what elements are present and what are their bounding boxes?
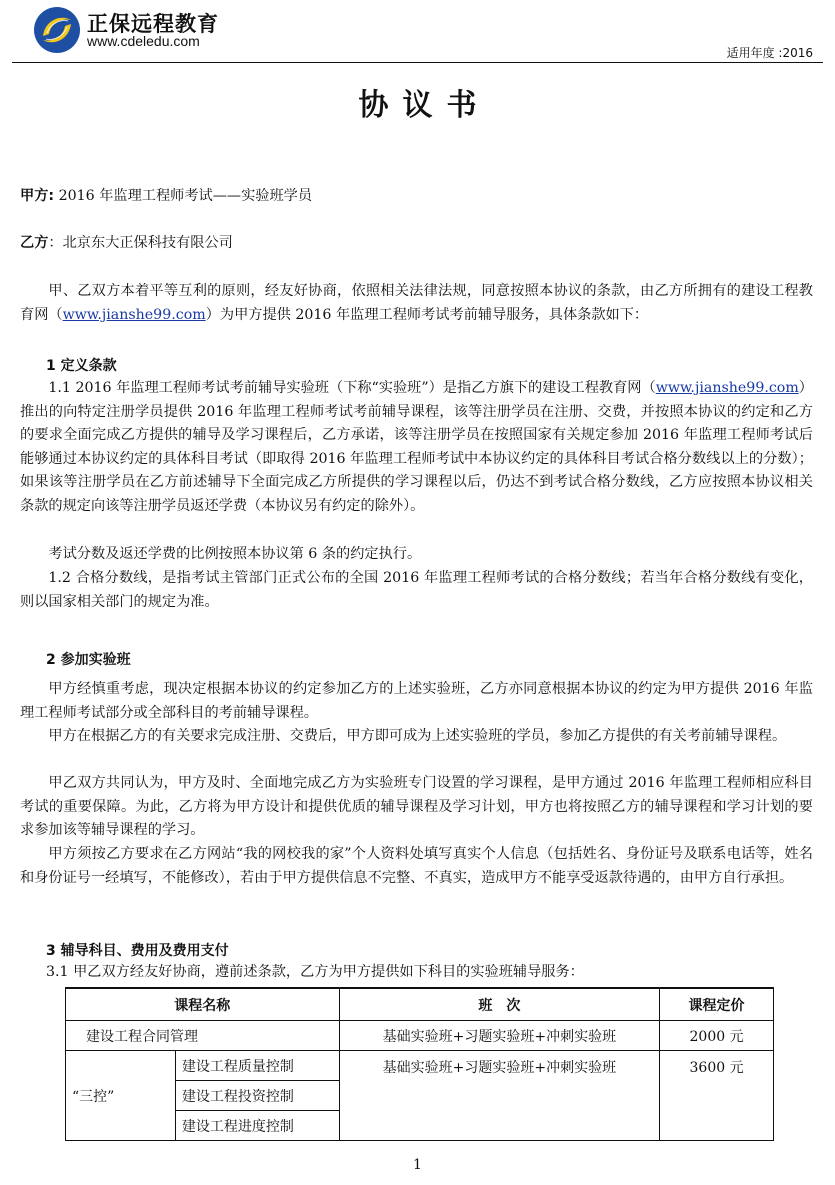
clause-1-1 — [20, 377, 813, 518]
course-subject: 建设工程投资控制 — [175, 1081, 339, 1111]
page-number: 1 — [413, 1157, 422, 1173]
section-3-heading: 3 辅导科目、费用及费用支付 — [46, 943, 229, 959]
table-row — [66, 1021, 774, 1051]
intro-text-2: ）为甲方提供 2016 年监理工程师考试考前辅导服务，具体条款如下： — [205, 306, 649, 323]
intro-text-1: 甲、乙双方本着平等互利的原则，经友好协商，依照相关法律法规，同意按照本协议的条款，由乙方所拥有的建设工程教育网（ — [20, 283, 813, 323]
header-price: 课程定价 — [660, 988, 774, 1021]
clause-3-1: 3.1 甲乙双方经友好协商，遵前述条款，乙方为甲方提供如下科目的实验班辅导服务： — [46, 964, 584, 980]
clause-1-2: 1.2 合格分数线，是指考试主管部门正式公布的全国 2016 年监理工程师考试的合格分数线；若当年合格分数线有变化，则以国家相关部门的规定为准。 — [20, 570, 813, 610]
course-fee-table — [65, 987, 774, 1141]
refund-ratio-paragraph: 考试分数及返还学费的比例按照本协议第 6 条的约定执行。 — [48, 546, 422, 562]
header-divider — [12, 62, 823, 63]
applicable-year: 适用年度 :2016 — [726, 46, 813, 60]
party-b-label: 乙方 — [20, 235, 49, 251]
section-2-para-1: 甲方经慎重考虑，现决定根据本协议的约定参加乙方的上述实验班，乙方亦同意根据本协议的约定为甲方提供 2016 年监理工程师考试部分或全部科目的考前辅导课程。 — [20, 681, 813, 721]
party-a — [20, 185, 813, 209]
table-row — [66, 1051, 774, 1081]
party-a-value: 2016 年监理工程师考试——实验班学员 — [54, 188, 313, 204]
party-b — [20, 232, 813, 256]
course-group: “三控” — [66, 1051, 176, 1141]
course-name: 建设工程合同管理 — [66, 1021, 340, 1051]
logo-icon — [33, 6, 81, 54]
header-class: 班 次 — [339, 988, 659, 1021]
party-a-label: 甲方: — [20, 188, 55, 204]
intro-paragraph — [20, 280, 813, 327]
section-2-para-2: 甲方在根据乙方的有关要求完成注册、交费后，甲方即可成为上述实验班的学员，参加乙方提供的有关考前辅导课程。 — [48, 728, 787, 744]
class-combo: 基础实验班+习题实验班+冲刺实验班 — [339, 1021, 659, 1051]
website-link-2[interactable]: www.jianshe99.com — [655, 380, 799, 396]
logo-name: 正保远程教育 — [87, 12, 219, 36]
website-link[interactable]: www.jianshe99.com — [62, 306, 206, 323]
header-course-name: 课程名称 — [66, 988, 340, 1021]
clause-1-1-text-2: ）推出的向特定注册学员提供 2016 年监理工程师考试考前辅导课程，该等注册学员在注册、交费，并按照本协议的约定和乙方的要求全面完成乙方提供的辅导及学习课程后，乙方承诺，该等注册学员在按照国家有关规定参加 2016 年监理工程师考试后能够通过本协议约定的具体科目考试（即取得 2016 年监理工程师考试中本协议约定的具体科目考试合格分数线以上的分数）；如果该等注册学员在乙方前述辅导下全面完成乙方所提供的学习课程以后，仍达不到考试合格分数线，乙方应按照本协议相关条款的规定向该等注册学员返还学费（本协议另有约定的除外）。 — [20, 380, 813, 514]
course-subject: 建设工程进度控制 — [175, 1111, 339, 1141]
clause-1-1-text-1: 1.1 2016 年监理工程师考试考前辅导实验班（下称“实验班”）是指乙方旗下的建设工程教育网（ — [48, 380, 656, 396]
section-1-heading: 1 定义条款 — [46, 358, 117, 374]
section-2-heading: 2 参加实验班 — [46, 652, 131, 668]
logo-url: www.cdeledu.com — [87, 33, 200, 49]
course-subject: 建设工程质量控制 — [175, 1051, 339, 1081]
document-title: 协议书 — [358, 88, 491, 123]
course-price: 3600 元 — [660, 1051, 774, 1141]
table-header-row — [66, 988, 774, 1021]
section-2-para-3: 甲乙双方共同认为，甲方及时、全面地完成乙方为实验班专门设置的学习课程，是甲方通过 2016 年监理工程师相应科目考试的重要保障。为此，乙方将为甲方设计和提供优质的辅导课程及学习计划，甲方也将按照乙方的辅导课程和学习计划的要求参加该等辅导课程的学习。 — [20, 775, 813, 838]
section-2-para-4: 甲方须按乙方要求在乙方网站“我的网校我的家”个人资料处填写真实个人信息（包括姓名、身份证号及联系电话等，姓名和身份证号一经填写，不能修改），若由于甲方提供信息不完整、不真实，造成甲方不能享受返款待遇的，由甲方自行承担。 — [20, 846, 813, 886]
course-price: 2000 元 — [660, 1021, 774, 1051]
party-b-value: ：北京东大正保科技有限公司 — [48, 235, 233, 251]
page-header — [0, 0, 835, 64]
class-combo: 基础实验班+习题实验班+冲刺实验班 — [339, 1051, 659, 1141]
